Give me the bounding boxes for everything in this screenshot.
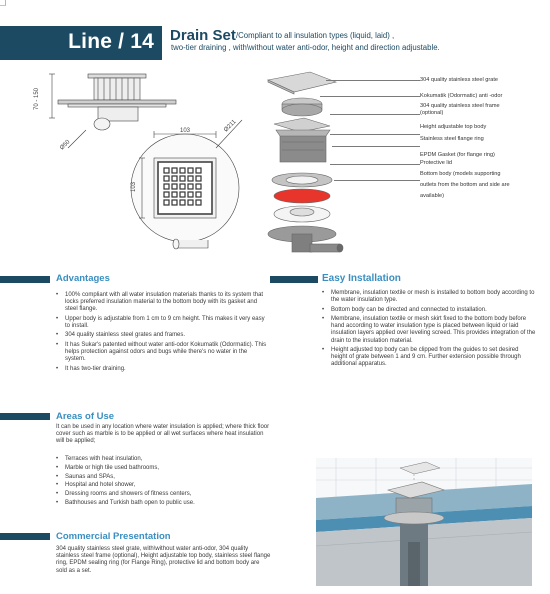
leader-line: [332, 146, 420, 147]
dim-side: 103: [131, 181, 137, 192]
advantage-item: • 304 quality stainless steel grates and frames.: [56, 332, 268, 339]
installation-item: • Height adjusted top body can be clipped from the guides to set desired height of grate between 1 and 9 cm. Further extension possible through additional apparatus.: [322, 347, 536, 369]
leader-line: [330, 164, 420, 165]
part-label: outlets from the bottom and side are: [420, 182, 510, 188]
installation-list: [322, 290, 536, 371]
installation-band: [270, 276, 318, 283]
product-subtitle-line2: two-tier draining , with\without water anti-odor, height and direction adjustable.: [171, 43, 440, 52]
installation-item: • Bottom body can be directed and connected to installation.: [322, 307, 536, 314]
area-item: • Hospital and hotel shower,: [56, 482, 268, 489]
dim-height: 70 - 150: [34, 87, 40, 110]
dim-outlet: Ø50: [59, 139, 72, 152]
leader-line: [320, 96, 420, 97]
product-subtitle-line1: /Compliant to all insulation types (liquid, laid) ,: [236, 31, 395, 40]
part-label: Bottom body (models supporting: [420, 171, 501, 177]
part-label: Protective lid: [420, 160, 453, 166]
advantages-title: Advantages: [56, 273, 110, 284]
header-band: [0, 26, 162, 60]
dim-width: 103: [180, 128, 191, 134]
areas-intro: It can be used in any location where water insulation is applied; where thick floor cover such as marble is to be applied or all wet surfaces where heat insulation will be applied;: [56, 424, 270, 445]
part-label: EPDM Gasket (for flange ring): [420, 152, 495, 158]
installation-item: • Membrane, insulation textile or mesh skirt fixed to the bottom body before hand according to water insulation type is placed between liquid or laid insulation layers applied over leveling screed. This provides integration of the drain to the insulation material.: [322, 316, 536, 345]
areas-list: [56, 456, 268, 509]
commercial-text: 304 quality stainless steel grate, with\without water anti-odor, 304 quality stainless steel frame (optional), Height adjustable top body, stainless steel flange ring, EPDM sealing ring (for Flange Ring), protective lid and bottom body are sold as a set.: [56, 546, 271, 574]
commercial-title: Commercial Presentation: [56, 531, 171, 542]
area-item: • Marble or high tile used bathrooms,: [56, 465, 268, 472]
area-item: • Bathhouses and Turkish bath open to public use.: [56, 500, 268, 507]
advantage-item: • It has two-tier draining.: [56, 366, 268, 373]
part-label: 304 quality stainless steel frame: [420, 103, 500, 109]
series-title: Line / 14: [68, 30, 154, 53]
advantages-list: [56, 292, 268, 375]
area-item: • Saunas and SPAs,: [56, 474, 268, 481]
installation-title: Easy Installation: [322, 273, 401, 284]
installation-illustration: [316, 458, 532, 586]
leader-line: [330, 114, 420, 115]
commercial-band: [0, 533, 50, 540]
leader-line: [334, 180, 420, 181]
part-label: (optional): [420, 110, 444, 116]
advantage-item: • 100% compliant with all water insulation materials thanks to its system that locks preferred insulation material to the bottom body with its gasket and steel flange.: [56, 292, 268, 314]
part-label: 304 quality stainless steel grate: [420, 77, 499, 83]
leader-line: [326, 80, 420, 81]
part-label: Height adjustable top body: [420, 124, 487, 130]
installation-item: • Membrane, insulation textile or mesh is installed to bottom body according to the water insulation type.: [322, 290, 536, 304]
side-view: [49, 74, 176, 130]
advantage-item: • It has Sukar's patented without water anti-odor Kokumatik (Odormatic). This helps protection against odors and bugs while there's no water in the system.: [56, 342, 268, 364]
leader-line: [330, 134, 420, 135]
advantage-item: • Upper body is adjustable from 1 cm to 9 cm height. This makes it very easy to install.: [56, 316, 268, 330]
product-title: Drain Set: [170, 27, 236, 44]
crop-mark: [0, 0, 6, 6]
part-label: Stainless steel flange ring: [420, 136, 484, 142]
dim-diameter: Ø211: [223, 119, 238, 134]
area-item: • Terraces with heat insulation,: [56, 456, 268, 463]
part-label: available): [420, 193, 444, 199]
areas-band: [0, 413, 50, 420]
advantages-band: [0, 276, 50, 283]
part-label: Kokumatik (Odormatic) anti -odor: [420, 93, 503, 99]
area-item: • Dressing rooms and showers of fitness centers,: [56, 491, 268, 498]
plan-view: [68, 120, 242, 249]
areas-title: Areas of Use: [56, 411, 115, 422]
technical-drawing: [28, 68, 260, 258]
